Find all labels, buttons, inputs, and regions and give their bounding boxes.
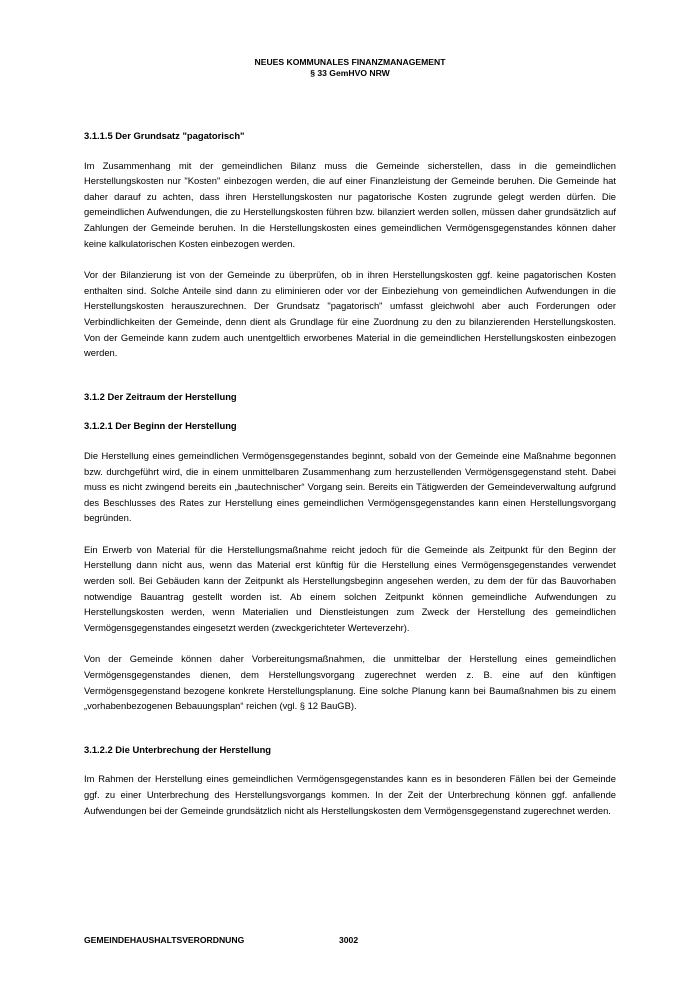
footer-title: GEMEINDEHAUSHALTSVERORDNUNG bbox=[84, 935, 245, 945]
header-title: NEUES KOMMUNALES FINANZMANAGEMENT bbox=[254, 57, 446, 67]
section-heading-312: 3.1.2 Der Zeitraum der Herstellung bbox=[84, 390, 237, 402]
paragraph: Ein Erwerb von Material für die Herstellungsmaßnahme reicht jedoch für die Gemeinde als Zeitpunkt für den Beginn der Herstellung dann nicht aus, wenn das Material erst künftig für die Herstellung eines Vermögensgegenstandes verwendet werden soll. Bei Gebäuden kann der Zeitpunkt als Herstellungsbeginn angesehen werden, zu dem der für das Bauvorhaben notwendige Bauantrag gestellt worden ist. Ab einem solchen Zeitpunkt können gemeindliche Aufwendungen zu Herstellungskosten werden, wenn Materialien und Dienstleistungen zum Zweck der Herstellung des gemeindlichen Vermögensgegenstandes eingesetzt werden (zweckgerichteter Werteverzehr). bbox=[84, 543, 616, 633]
paragraph: Vor der Bilanzierung ist von der Gemeinde zu überprüfen, ob in ihren Herstellungskosten ggf. keine pagatorischen Kosten enthalten sind. Solche Anteile sind dann zu eliminieren oder vor der Einbeziehung von gemeindlichen Aufwendungen in die Herstellungskosten herauszurechnen. Der Grundsatz "pagatorisch" umfasst gleichwohl aber auch Forderungen oder Verbindlichkeiten der Gemeinde, denn dient als Grundlage für eine Zuordnung zu den zu bilanzierenden Herstellungskosten. Von der Gemeinde kann zudem auch unentgeltlich erworbenes Material in die gemeindlichen Herstellungskosten einbezogen werden. bbox=[84, 269, 616, 359]
paragraph: Von der Gemeinde können daher Vorbereitungsmaßnahmen, die unmittelbar der Herstellung eines gemeindlichen Vermögensgegenstandes dienen, dem Herstellungsvorgang zugerechnet werden z. B. eine auf den künftigen Vermögensgegenstand bezogene konkrete Herstellungsplanung. Eine solche Planung kann bei Baumaßnahmen bis zu einem „vorhabenbezogenen Bebauungsplan“ reichen (vgl. § 12 BauGB). bbox=[84, 653, 616, 712]
document-body bbox=[84, 128, 616, 818]
header-subtitle: § 33 GemHVO NRW bbox=[310, 68, 390, 78]
paragraph: Die Herstellung eines gemeindlichen Vermögensgegenstandes beginnt, sobald von der Gemeinde eine Maßnahme begonnen bzw. durchgeführt wird, die in einem unmittelbaren Zusammenhang zum herzustellenden Vermögensgegenstand steht. Dabei muss es nicht zwingend bereits ein „bautechnischer“ Vorgang sein. Bereits ein Tätigwerden der Gemeindeverwaltung aufgrund des Beschlusses des Rates zur Herstellung eines gemeindlichen Vermögensgegenstandes kann einen Herstellungsvorgang begründen. bbox=[84, 449, 616, 524]
section-heading-3115: 3.1.1.5 Der Grundsatz "pagatorisch" bbox=[84, 130, 245, 141]
paragraph: Im Zusammenhang mit der gemeindlichen Bilanz muss die Gemeinde sicherstellen, dass in die gemeindlichen Herstellungskosten nur "Kosten" einbezogen werden, die auf einer Finanzleistung der Gemeinde beruhen. Die Gemeinde hat daher darauf zu achten, dass ihren Herstellungskosten nur pagatorische Kosten zugrunde gelegt werden dürfen. Die gemeindlichen Aufwendungen, die zu Herstellungskosten führen bzw. bilanziert werden sollen, müssen daher grundsätzlich auf Zahlungen der Gemeinde beruhen. In die Herstellungskosten eines gemeindlichen Vermögensgegenstandes können daher keine kalkulatorischen Kosten einbezogen werden. bbox=[84, 159, 616, 249]
page-header bbox=[0, 57, 700, 79]
paragraph: Im Rahmen der Herstellung eines gemeindlichen Vermögensgegenstandes kann es in besonderen Fällen bei der Gemeinde ggf. zu einer Unterbrechung des Herstellungsvorgangs kommen. In der Zeit der Unterbrechung können ggf. anfallende Aufwendungen bei der Gemeinde grundsätzlich nicht als Herstellungskosten dem Vermögensgegenstand zugerechnet werden. bbox=[84, 773, 616, 816]
section-heading-3121: 3.1.2.1 Der Beginn der Herstellung bbox=[84, 420, 237, 432]
section-heading-3122: 3.1.2.2 Die Unterbrechung der Herstellung bbox=[84, 743, 272, 755]
page-number: 3002 bbox=[339, 935, 359, 945]
